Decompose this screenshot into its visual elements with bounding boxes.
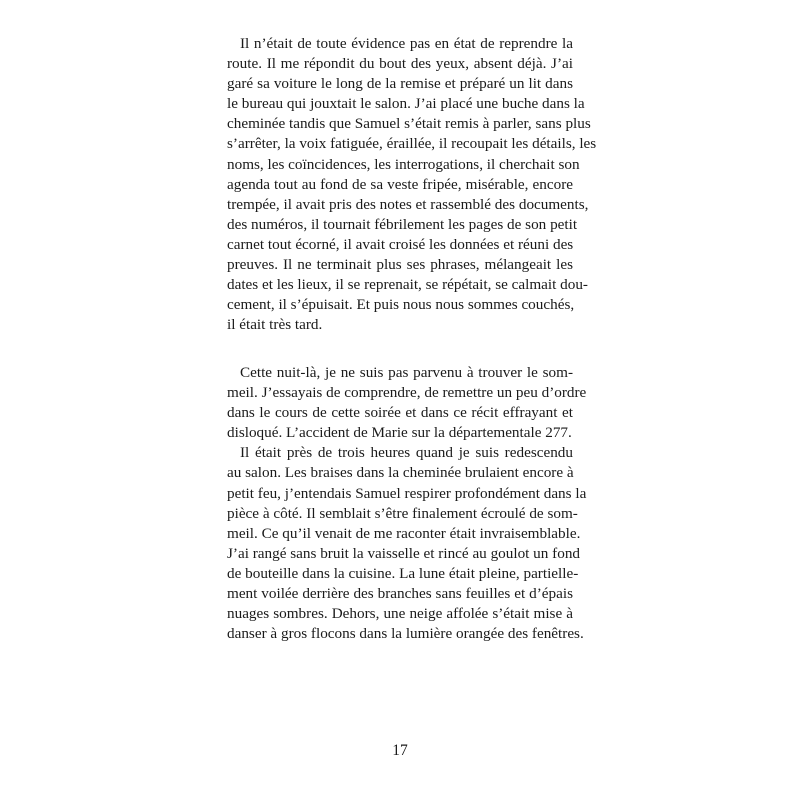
- text-line: route. Il me répondit du bout des yeux, absent déjà. J’ai: [227, 55, 573, 73]
- text-line: petit feu, j’entendais Samuel respirer profondément dans la: [227, 484, 587, 502]
- text-line: disloqué. L’accident de Marie sur la départementale 277.: [227, 424, 572, 442]
- text-line: cheminée tandis que Samuel s’était remis à parler, sans plus: [227, 115, 591, 133]
- text-line: Il n’était de toute évidence pas en état de reprendre la: [240, 35, 573, 52]
- text-line: Cette nuit-là, je ne suis pas parvenu à trouver le som-: [240, 364, 573, 381]
- paragraph-group-2: [227, 363, 587, 644]
- text-line: dans le cours de cette soirée et dans ce récit effrayant et: [227, 404, 573, 422]
- text-line: meil. Ce qu’il venait de me raconter était invraisemblable.: [227, 524, 581, 542]
- text-line: le bureau qui jouxtait le salon. J’ai placé une buche dans la: [227, 95, 585, 113]
- text-line: preuves. Il ne terminait plus ses phrases, mélangeait les: [227, 256, 573, 274]
- text-line: agenda tout au fond de sa veste fripée, misérable, encore: [227, 175, 573, 193]
- text-line: J’ai rangé sans bruit la vaisselle et rincé au goulot un fond: [227, 544, 581, 562]
- text-line: Il était près de trois heures quand je suis redescendu: [240, 444, 573, 462]
- page-number: 17: [392, 742, 408, 759]
- text-line: carnet tout écorné, il avait croisé les données et réuni des: [227, 235, 574, 253]
- text-line: meil. J’essayais de comprendre, de remettre un peu d’ordre: [227, 384, 587, 402]
- text-line: trempée, il avait pris des notes et rassemblé des documents,: [227, 195, 589, 213]
- text-line: noms, les coïncidences, les interrogations, il cherchait son: [227, 155, 580, 173]
- text-line: dates et les lieux, il se reprenait, se répétait, se calmait dou-: [227, 276, 588, 294]
- text-line: ment voilée derrière des branches sans feuilles et d’épais: [227, 585, 573, 603]
- text-line: nuages sombres. Dehors, une neige affolée s’était mise à: [227, 605, 573, 623]
- text-line: au salon. Les braises dans la cheminée brulaient encore à: [227, 464, 574, 482]
- text-line: des numéros, il tournait fébrilement les pages de son petit: [227, 215, 578, 233]
- text-line: garé sa voiture le long de la remise et préparé un lit dans: [227, 75, 573, 93]
- text-line: de bouteille dans la cuisine. La lune était pleine, partielle-: [227, 564, 579, 582]
- paragraph-1: [227, 34, 597, 335]
- text-line: il était très tard.: [227, 316, 323, 334]
- text-line: pièce à côté. Il semblait s’être finalement écroulé de som-: [227, 504, 578, 522]
- text-line: s’arrêter, la voix fatiguée, éraillée, il recoupait les détails, les: [227, 135, 597, 153]
- text-line: cement, il s’épuisait. Et puis nous nous sommes couchés,: [227, 296, 575, 314]
- text-line: danser à gros flocons dans la lumière orangée des fenêtres.: [227, 625, 584, 643]
